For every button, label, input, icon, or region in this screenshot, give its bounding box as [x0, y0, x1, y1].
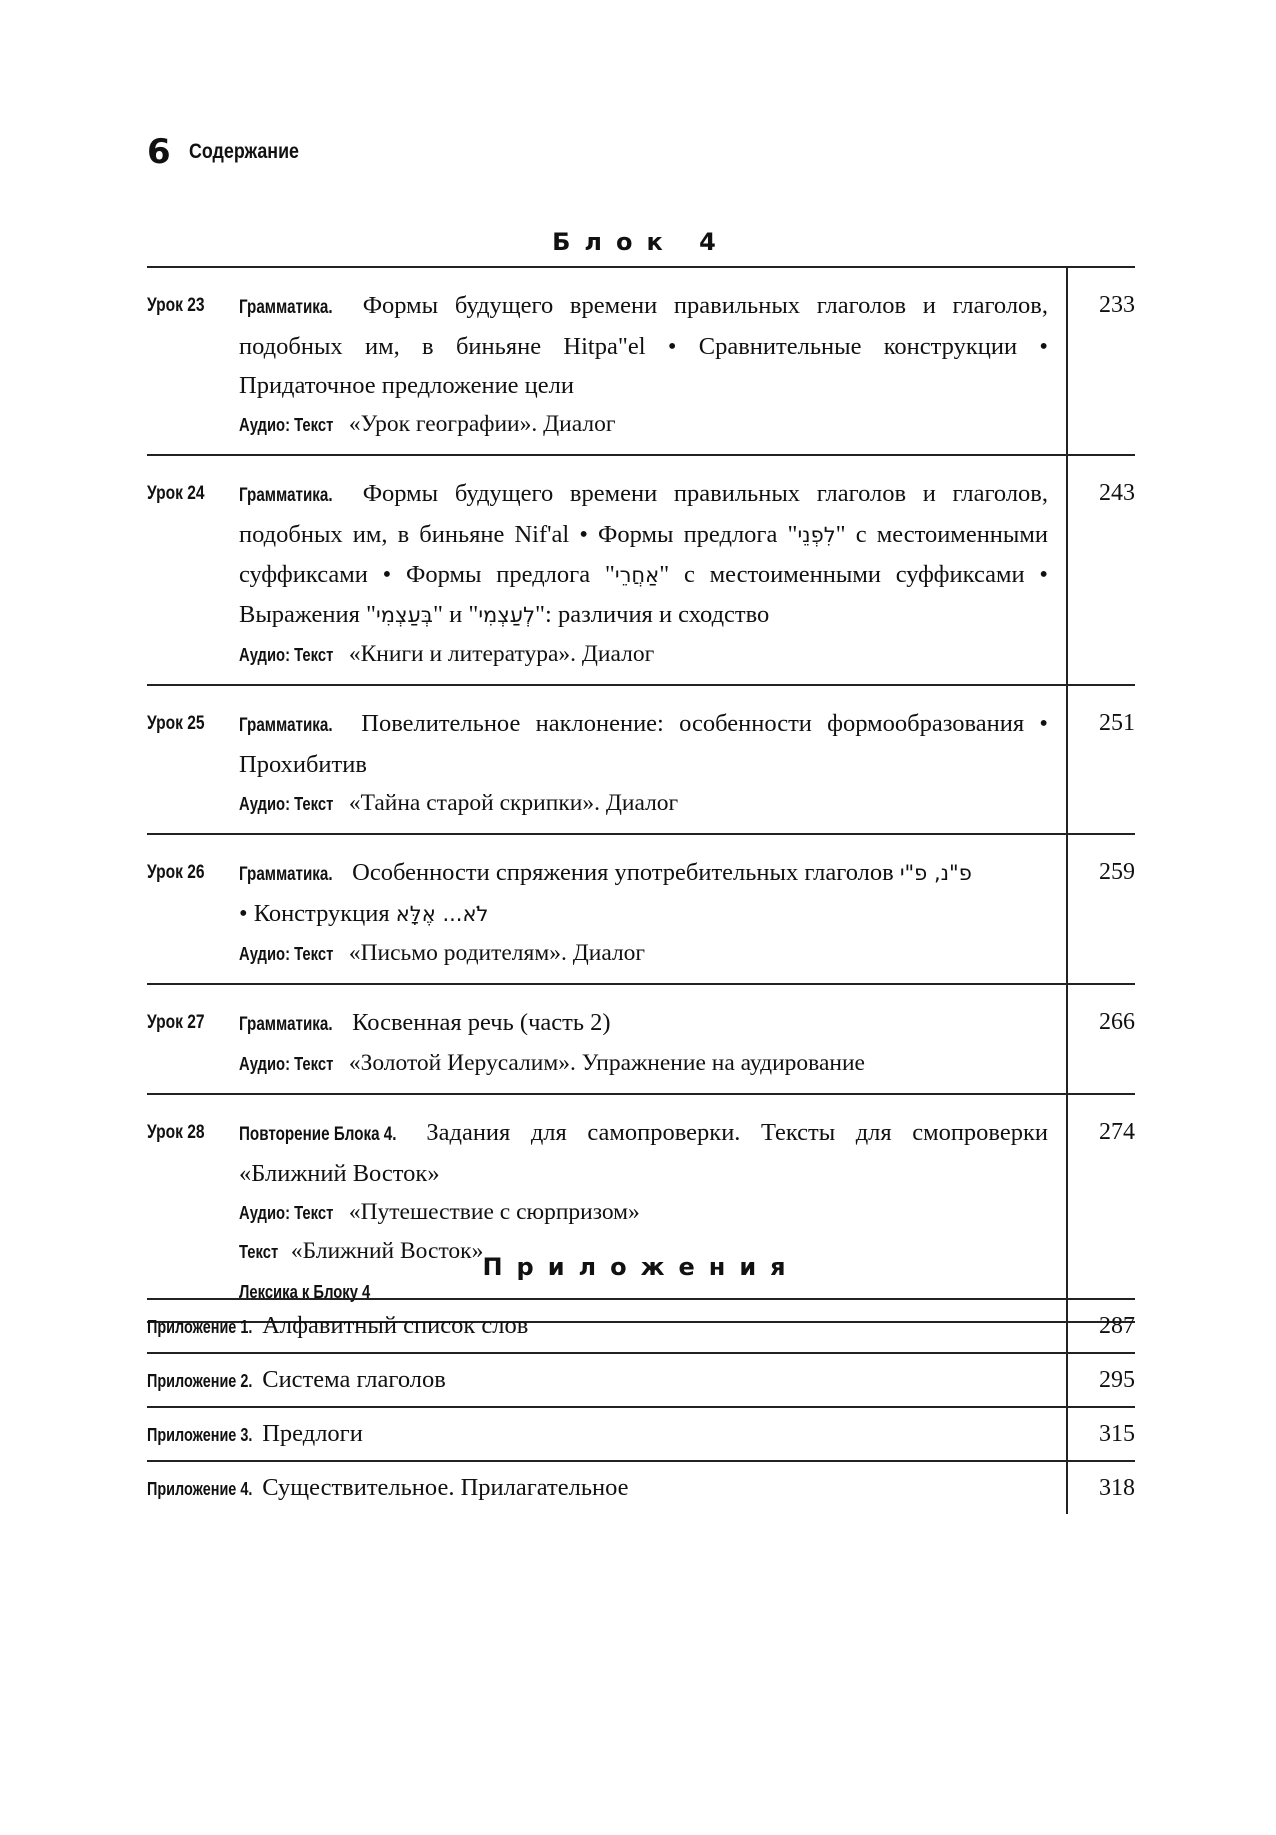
page-ref[interactable]: 251	[1067, 685, 1135, 834]
lesson-text: Формы будущего времени правильных глаголов и глаголов, подобных им, в биньяне Hitpa"el • Сравнительные конструкции • Придаточное предложение цели	[239, 292, 1048, 399]
audio-line	[239, 405, 1048, 444]
appendix-description	[147, 1407, 1067, 1461]
lesson-text: Особенности спряжения употребительных глаголов	[346, 859, 900, 886]
page-number: 6	[147, 132, 171, 172]
page-ref[interactable]: 318	[1067, 1461, 1135, 1514]
page-ref[interactable]: 259	[1067, 834, 1135, 984]
text-keyword: Текст	[239, 1241, 279, 1262]
audio-text: «Путешествие с сюрпризом»	[342, 1199, 640, 1225]
audio-text: «Золотой Иерусалим». Упражнение на аудирование	[342, 1050, 865, 1076]
toc-row-lesson-26[interactable]	[147, 834, 1135, 984]
lesson-description	[239, 834, 1067, 984]
lessons-table	[147, 266, 1135, 1323]
appendix-keyword: Приложение 1.	[147, 1316, 253, 1337]
toc-row-lesson-23[interactable]	[147, 267, 1135, 455]
audio-line	[239, 784, 1048, 823]
audio-line	[239, 934, 1048, 973]
audio-line	[239, 1044, 1048, 1083]
page-ref[interactable]: 233	[1067, 267, 1135, 455]
page-ref[interactable]: 243	[1067, 455, 1135, 685]
audio-keyword: Аудио: Текст	[239, 1202, 334, 1223]
appendix-text: Предлоги	[256, 1420, 363, 1447]
section-keyword: Грамматика.	[239, 864, 333, 885]
appendix-description	[147, 1299, 1067, 1353]
lesson-text: Формы будущего времени правильных глаголов и глаголов, подобных им, в биньяне Nif'al • Формы предлога "	[239, 480, 1048, 548]
page-header	[147, 132, 318, 172]
section-keyword: Грамматика.	[239, 715, 333, 736]
lesson-text: Косвенная речь (часть 2)	[346, 1009, 611, 1036]
lexicon-label: Лексика к Блоку 4	[239, 1281, 371, 1302]
appendix-text: Система глаголов	[256, 1366, 446, 1393]
audio-text: «Письмо родителям». Диалог	[342, 940, 646, 966]
toc-row-appendix-1[interactable]	[147, 1299, 1135, 1353]
appendix-description	[147, 1461, 1067, 1514]
audio-text: «Тайна старой скрипки». Диалог	[342, 790, 679, 816]
lesson-description	[239, 455, 1067, 685]
lesson-text: ": различия и сходство	[535, 601, 770, 628]
page-ref[interactable]: 266	[1067, 984, 1135, 1094]
appendix-keyword: Приложение 4.	[147, 1478, 253, 1499]
page-ref[interactable]: 274	[1067, 1094, 1135, 1322]
appendix-text: Существительное. Прилагательное	[256, 1474, 629, 1501]
appendix-description	[147, 1353, 1067, 1407]
lesson-text: Задания для самопроверки. Тексты для смопроверки «Ближний Восток»	[239, 1119, 1048, 1187]
page-ref[interactable]: 295	[1067, 1353, 1135, 1407]
lesson-label: Урок 25	[147, 685, 239, 834]
appendix-keyword: Приложение 2.	[147, 1370, 253, 1391]
page-ref[interactable]: 315	[1067, 1407, 1135, 1461]
appendix-text: Алфавитный список слов	[256, 1312, 529, 1339]
text-title: «Ближний Восток»	[285, 1238, 484, 1264]
hebrew-word: לֹא... אֶלָּא	[395, 902, 489, 926]
page-ref[interactable]: 287	[1067, 1299, 1135, 1353]
appendices-table	[147, 1298, 1135, 1514]
lesson-description	[239, 267, 1067, 455]
audio-keyword: Аудио: Текст	[239, 793, 334, 814]
toc-row-appendix-2[interactable]	[147, 1353, 1135, 1407]
hebrew-word: אַחֲרֵי	[614, 563, 660, 587]
audio-keyword: Аудио: Текст	[239, 1053, 334, 1074]
hebrew-word: בְּעַצְמִי	[376, 603, 433, 627]
hebrew-word: לִפְנֵי	[797, 523, 836, 547]
lesson-text: • Конструкция	[239, 900, 396, 927]
audio-line	[239, 635, 1048, 674]
audio-text: «Урок географии». Диалог	[342, 411, 616, 437]
audio-keyword: Аудио: Текст	[239, 644, 334, 665]
toc-row-lesson-28[interactable]	[147, 1094, 1135, 1322]
lesson-label: Урок 26	[147, 834, 239, 984]
hebrew-word: לְעַצְמִי	[478, 603, 536, 627]
section-keyword: Повторение Блока 4.	[239, 1124, 397, 1145]
appendices-title: Приложения	[482, 1253, 800, 1281]
lesson-label: Урок 23	[147, 295, 205, 316]
audio-text: «Книги и литература». Диалог	[342, 641, 655, 667]
lesson-description	[239, 685, 1067, 834]
lesson-description	[239, 1094, 1067, 1322]
hebrew-word: פ"נ, פ"י	[899, 861, 972, 885]
lesson-label: Урок 28	[147, 1094, 239, 1322]
lesson-text: " с местоименными суффиксами • Формы предлога "	[239, 521, 1048, 588]
lesson-text: Повелительное наклонение: особенности формообразования • Прохибитив	[239, 710, 1048, 778]
toc-row-lesson-24[interactable]	[147, 455, 1135, 685]
toc-row-appendix-4[interactable]	[147, 1461, 1135, 1514]
lesson-text: " с местоименными суффиксами • Выражения "	[239, 561, 1048, 628]
section-keyword: Грамматика.	[239, 1014, 333, 1035]
lesson-label: Урок 24	[147, 455, 239, 685]
lesson-description	[239, 984, 1067, 1094]
toc-row-lesson-25[interactable]	[147, 685, 1135, 834]
appendix-keyword: Приложение 3.	[147, 1424, 253, 1445]
toc-row-appendix-3[interactable]	[147, 1407, 1135, 1461]
toc-row-lesson-27[interactable]	[147, 984, 1135, 1094]
audio-keyword: Аудио: Текст	[239, 414, 334, 435]
running-title: Содержание	[188, 140, 299, 163]
block-title: Блок 4	[552, 228, 730, 256]
lesson-text: " и "	[432, 601, 479, 628]
section-keyword: Грамматика.	[239, 297, 333, 318]
lesson-label: Урок 27	[147, 984, 239, 1094]
audio-line	[239, 1193, 1048, 1232]
section-keyword: Грамматика.	[239, 485, 333, 506]
audio-keyword: Аудио: Текст	[239, 943, 334, 964]
